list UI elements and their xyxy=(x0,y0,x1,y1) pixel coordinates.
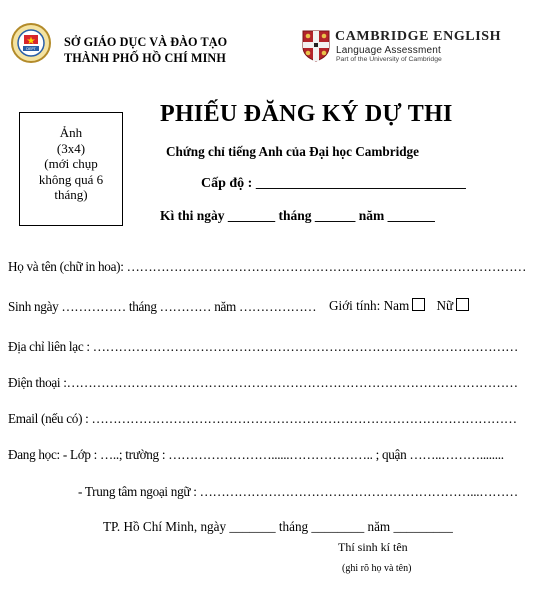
form-title: PHIẾU ĐĂNG KÝ DỰ THI xyxy=(160,101,453,127)
photo-note-line3: tháng) xyxy=(54,187,88,202)
gender-female-label: Nữ xyxy=(436,298,454,313)
date-of-birth-field[interactable]: Sinh ngày …………… tháng ………… năm ……………… xyxy=(8,299,317,314)
education-department-logo xyxy=(10,22,52,64)
gender-field xyxy=(329,298,469,314)
address-field[interactable]: Địa chỉ liên lạc : ……………………………………………………………………………………… xyxy=(8,339,519,354)
cambridge-subtitle: Language Assessment xyxy=(336,45,441,56)
email-field[interactable]: Email (nếu có) : ……………………………………………………………………………………… xyxy=(8,411,517,426)
photo-note-line2: không quá 6 xyxy=(38,171,104,187)
cambridge-shield-logo xyxy=(302,30,330,62)
photo-note-line1: (mới chụp xyxy=(44,156,98,171)
cambridge-english-title: CAMBRIDGE ENGLISH xyxy=(335,29,502,44)
language-center-field[interactable]: - Trung tâm ngoại ngữ : ………………………………………………………...……… xyxy=(78,484,518,499)
full-name-field[interactable]: Họ và tên (chữ in hoa): ………………………………………………………………………………… xyxy=(8,259,527,274)
phone-field[interactable]: Điện thoại :…………………………………………………………………………………………… xyxy=(8,375,518,390)
form-subtitle: Chứng chỉ tiếng Anh của Đại học Cambridge xyxy=(166,144,420,159)
gender-label: Giới tính: Nam xyxy=(329,298,410,313)
photo-label: Ảnh xyxy=(59,125,83,140)
signature-note: (ghi rõ họ và tên) xyxy=(342,563,412,574)
level-field[interactable]: Cấp độ : ______________________________ xyxy=(201,176,466,191)
gender-female-checkbox[interactable] xyxy=(456,298,469,311)
cambridge-university-note: Part of the University of Cambridge xyxy=(336,56,442,63)
current-study-field[interactable]: Đang học: - Lớp : …..; trường : ……………………......……………….. ; quận ……..………........ xyxy=(8,447,504,462)
department-name-line2: THÀNH PHỐ HỒ CHÍ MINH xyxy=(64,51,226,65)
exam-date-field[interactable]: Kì thi ngày _______ tháng ______ năm _______ xyxy=(160,208,435,223)
department-name-line1: SỞ GIÁO DỤC VÀ ĐÀO TẠO xyxy=(64,35,228,49)
gender-male-checkbox[interactable] xyxy=(412,298,425,311)
city-date-line[interactable]: TP. Hồ Chí Minh, ngày _______ tháng ________ năm _________ xyxy=(103,519,453,534)
photo-size: (3x4) xyxy=(56,140,86,156)
candidate-signature-label: Thí sinh kí tên xyxy=(338,540,408,554)
svg-text:DEPT: DEPT xyxy=(26,47,36,51)
photo-placeholder-box xyxy=(19,112,123,226)
